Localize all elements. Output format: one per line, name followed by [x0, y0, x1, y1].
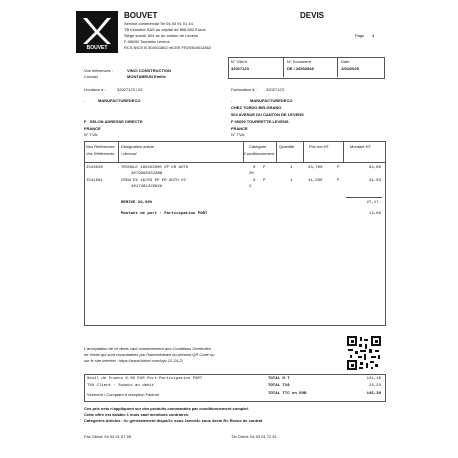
contact-label: Contact [84, 74, 98, 79]
shipping-value: 12,90 [368, 212, 381, 216]
billing-line: F 06690 TOURRETTE-LEVENS [231, 119, 289, 124]
row-quantity: 4 [290, 166, 293, 170]
billing-label: Facturation à : [231, 87, 257, 92]
delivery-country: FRANCE [84, 126, 101, 131]
col-header-packaging: Conditionnement [244, 151, 275, 156]
row-unit-price: 23,700 [308, 166, 323, 170]
company-line: RCS NICE B 304011862 ntCEE FR29304011862 [124, 45, 212, 50]
client-fax: Fax Client: 04 93 91 67 55 [84, 434, 131, 439]
row-unit-price: 41,030 [308, 179, 323, 183]
logo-text: BOUVET [86, 45, 108, 51]
col-header-unit-price: Prix net HT [309, 144, 330, 149]
discount-value: 27,17- [366, 201, 381, 205]
total-ht-value: 121,16 [366, 377, 381, 381]
col-header-your-ref: Vos Références [86, 151, 115, 156]
footer-note: Ces prix nets n'appliquent sur des produits commandés par conditionnement complet. [84, 406, 249, 411]
row-quantity: 1 [290, 179, 293, 183]
row-unit: P [337, 179, 340, 183]
footer-note: Cette offre est valable 1 mois sauf mentions contraires. [84, 412, 190, 417]
your-references-value: VINCI CONSTRUCTION [127, 68, 171, 73]
row-category-extra: 20 [249, 172, 254, 176]
col-header-our-ref: Nos Références [86, 144, 115, 149]
acceptance-text: L'acceptation de ce devis vaut consentement aux Conditions Générales [84, 346, 211, 351]
row-category: 0 [253, 166, 256, 170]
acceptance-text: de Vente qui sont consultables par l'intermédiaire du présent QR Code ou [84, 352, 215, 357]
delivery-code: 32027123 / 02 [117, 87, 143, 92]
billing-code: 32027123 [266, 87, 284, 92]
total-ht-label: TOTAL H.T [268, 377, 290, 381]
document-number: DE / 26502548 [287, 66, 314, 71]
company-name: BOUVET [124, 11, 158, 20]
total-ttc-value: 145,39 [366, 392, 381, 396]
billing-vat: N° TVA: [231, 132, 246, 137]
company-line: TB Industrie SAS au capital de 858 892 Euros [124, 27, 206, 32]
acceptance-text: sur le site internet : https://www.torbel.com/cgv-12-24-2/ [84, 358, 183, 363]
your-references-label: Vos références : [84, 68, 113, 73]
client-number: 32027123 [231, 66, 249, 71]
delivery-name: MANUFACTUREDECO [98, 98, 141, 103]
billing-line: CHEZ TORDO BELGRANO [231, 105, 282, 110]
row-amount: 94,80 [368, 166, 381, 170]
col-header-category: Catégorie [249, 144, 267, 149]
col-header-designation: Désignation article [121, 144, 154, 149]
vat-mode: TVA Client : Soumis au débit [87, 384, 155, 388]
cgv-qr-code[interactable] [347, 336, 381, 370]
billing-line: 504 AVENUE DU CANTON DE LEVENS [231, 112, 304, 117]
client-phone: Tél Client: 04 93 91 72 51 [231, 434, 277, 439]
row-designation: CREW EX 16/03 EP ER AUTH V2 [121, 179, 186, 183]
shipping-label: Montant de port : Participation PORT [121, 212, 208, 216]
company-line: Service commercial Tel 04 93 91 01 44 [124, 21, 193, 26]
row-ean: 3679990352088 [131, 172, 163, 176]
row-ean: 3617481326849 [131, 185, 163, 189]
total-vat-label: TOTAL TVA [268, 384, 290, 388]
row-packaging: P [263, 179, 266, 183]
row-packaging: P [263, 166, 266, 170]
row-category: 0 [253, 179, 256, 183]
col-header-quantity: Quantité [279, 144, 295, 149]
delivery-dash: - [84, 98, 86, 103]
total-ttc-label: TOTAL TTC en EUR [268, 392, 307, 396]
billing-dash: - [231, 98, 233, 103]
row-unit: P [337, 166, 340, 170]
page-number: 1 [372, 33, 375, 38]
footer-note: Catégories Articles : 0= généralement dispo/2= sous 2sem/4= sous 4sem R= Revue de contrat [84, 418, 263, 423]
company-line: F-06690 Tourrette Levens [124, 39, 170, 44]
discount-label: REMISE 20,00% [121, 201, 153, 205]
date-label: Date [341, 59, 350, 64]
document-type: DEVIS [300, 11, 325, 20]
row-ref: J541581 [86, 179, 103, 183]
billing-country: FRANCE [231, 126, 248, 131]
billing-name: MANUFACTUREDECO [250, 98, 293, 103]
page-label: Page [355, 33, 365, 38]
document-date: 1/04/2025 [341, 66, 359, 71]
document-number-label: N° Document [287, 59, 311, 64]
client-number-label: N° Client [231, 59, 247, 64]
col-header-designation-sub: / dencod [121, 151, 137, 156]
payment-terms: Virement / Comptant à réception Facture [87, 392, 160, 397]
company-line: Siège social: 504 av du canton de Levens [124, 33, 199, 38]
company-logo [76, 11, 118, 53]
row-ref: J543526 [86, 166, 103, 170]
delivery-address: F . SELON ADRESSE DIRECTE [84, 119, 143, 124]
row-designation: TRINGLE 16X4X2000 EP ER AUTH [121, 166, 189, 170]
row-amount: 41,03 [368, 179, 381, 183]
row-category-extra: 2 [249, 185, 252, 189]
delivery-label: Livraison à : [84, 87, 106, 92]
delivery-vat: N° TVA: [84, 132, 99, 137]
franco-threshold: Seuil de Franco 0.00 EUR Port:Participation PORT [87, 377, 203, 381]
col-header-amount: Montant HT [350, 144, 371, 149]
total-vat-value: 24,23 [368, 384, 381, 388]
contact-value: MONTABRUN Emilie [127, 74, 166, 79]
